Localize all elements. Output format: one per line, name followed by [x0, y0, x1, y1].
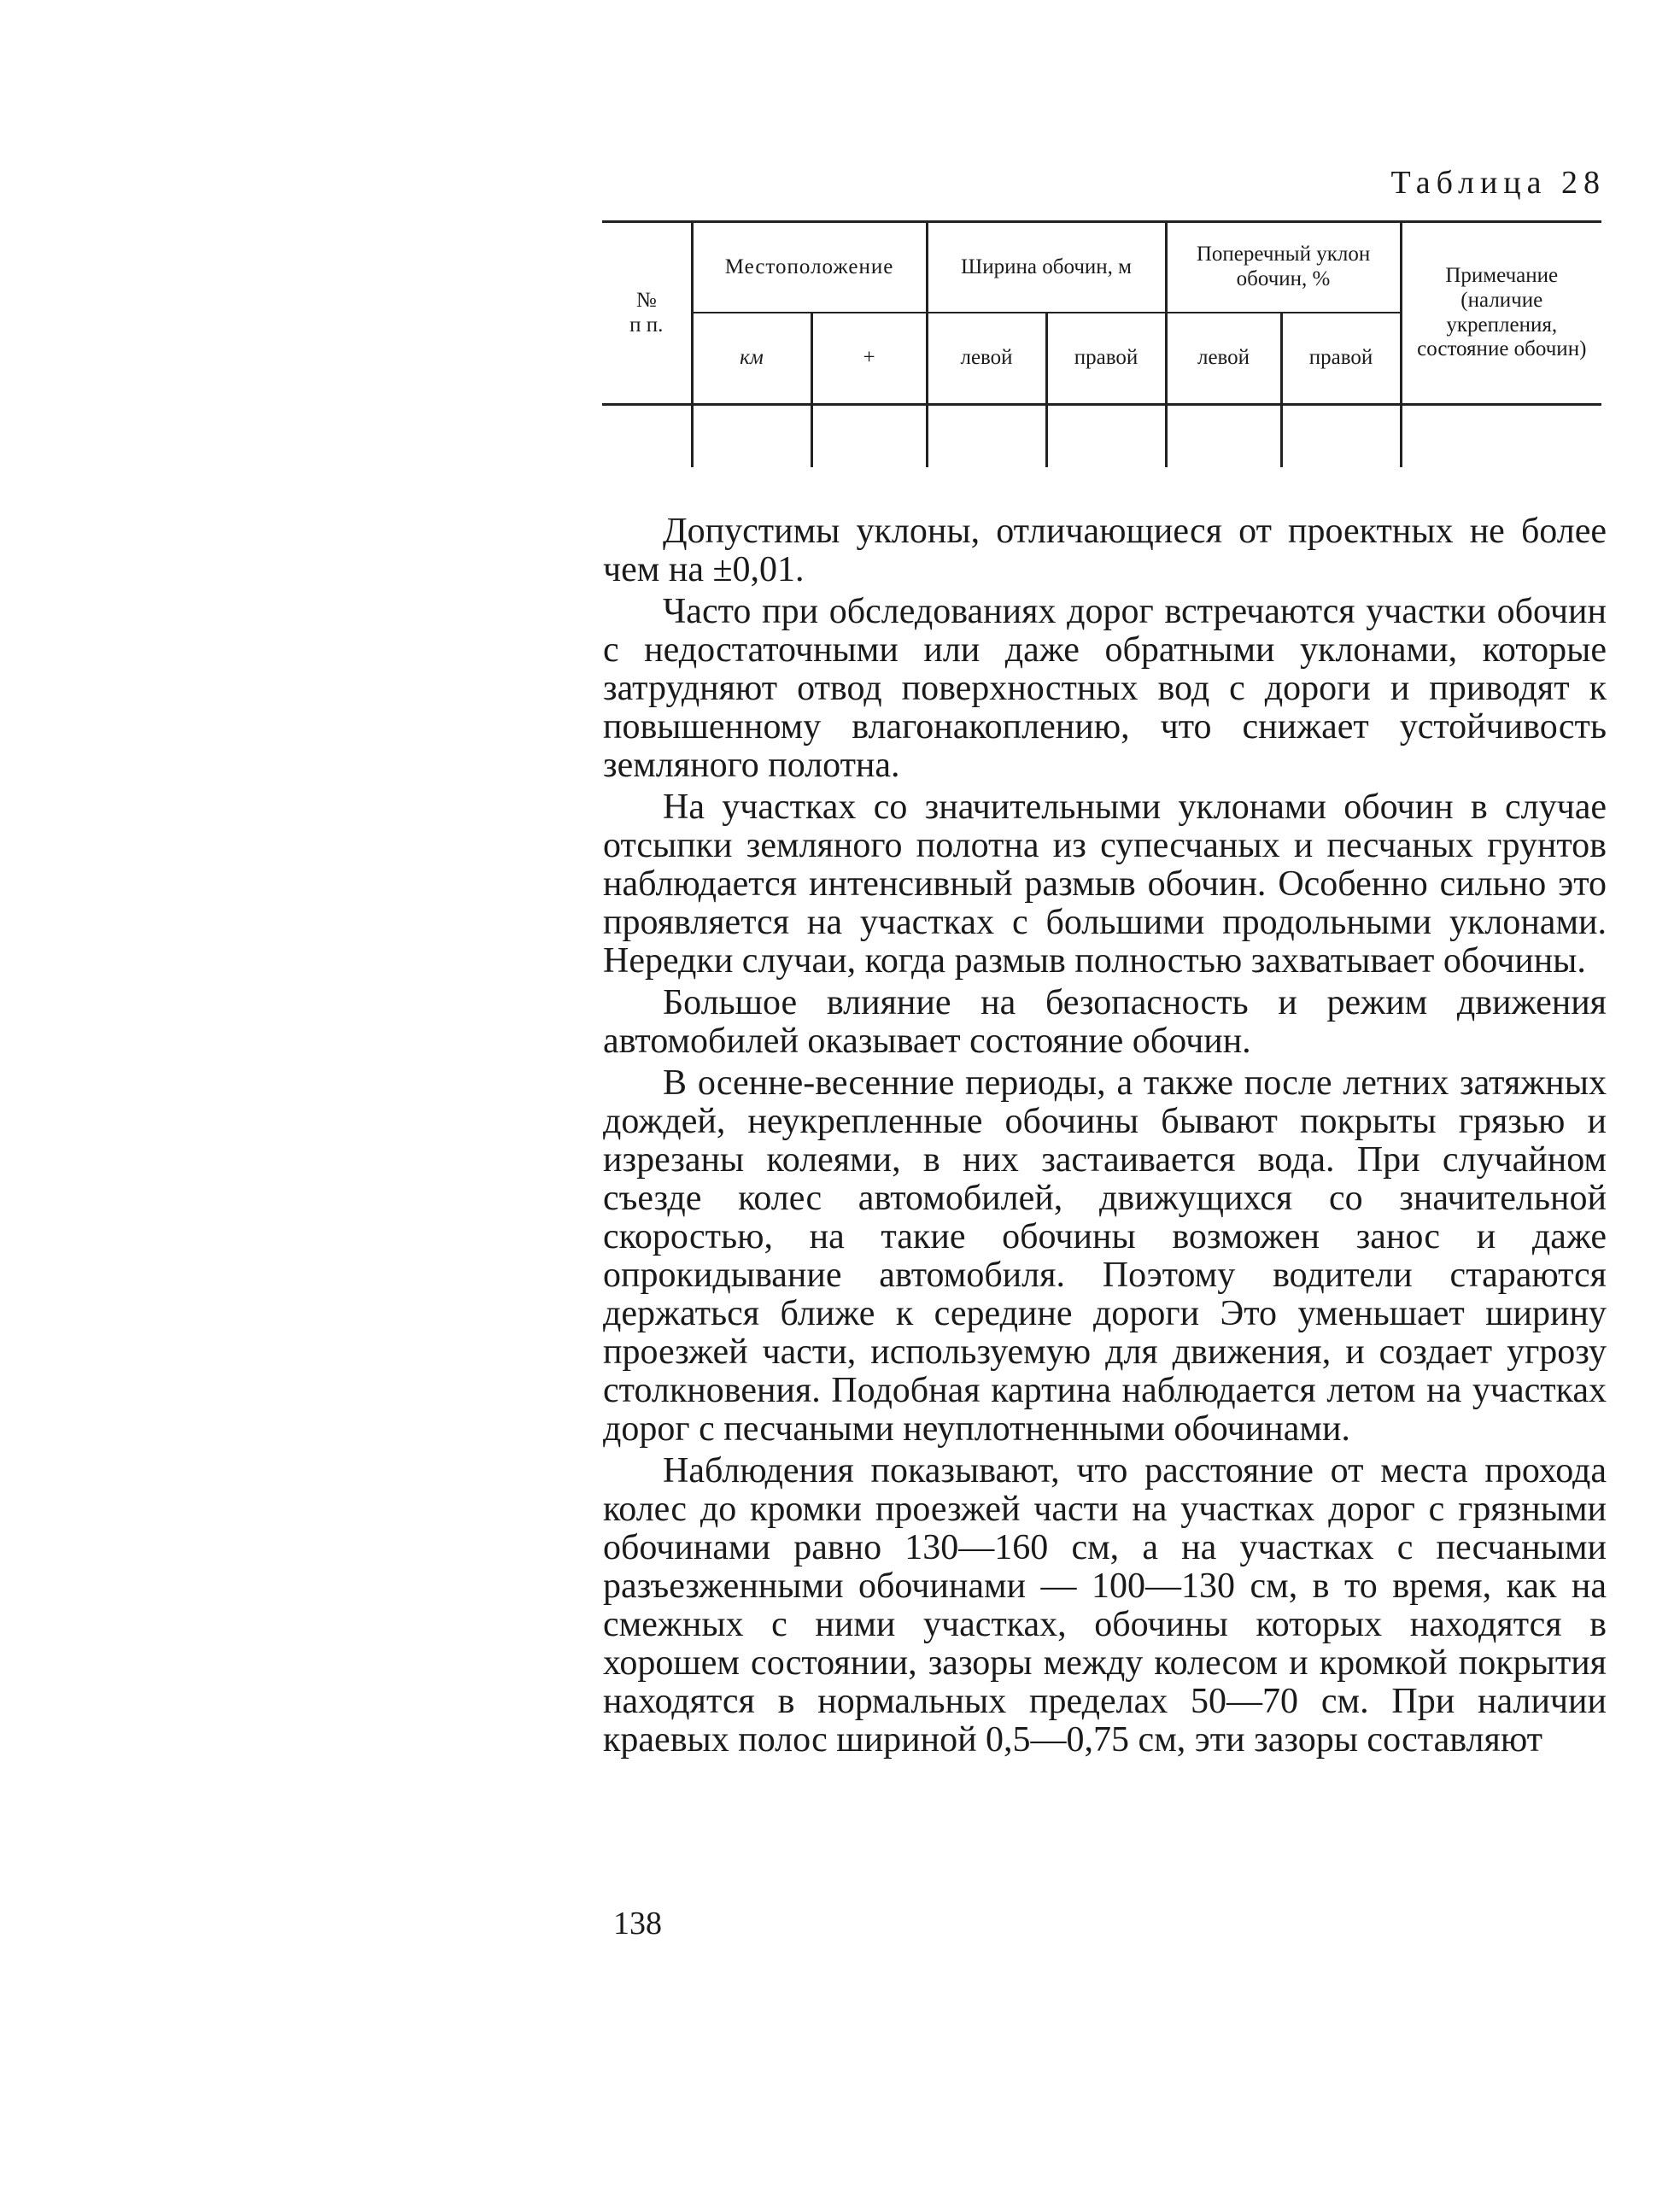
- table-cell: [1166, 405, 1281, 468]
- table-caption: Таблица 28: [1390, 165, 1606, 201]
- header-width-left: левой: [927, 313, 1046, 405]
- header-slope-left: левой: [1166, 313, 1281, 405]
- table-cell: [602, 405, 692, 468]
- paragraph: Большое влияние на безопасность и режим движения автомобилей оказывает состояние обочин.: [603, 983, 1607, 1061]
- paragraph: В осенне-весенние периоды, а также после летних затяжных дождей, неукрепленные обочины бывают покрыты грязью и изрезаны колеями, в них застаивается вода. При случайном съезде колес автомобилей, движущихся со значительной скоростью, на такие обочины возможен занос и даже опрокидывание автомобиля. Поэтому водители стараются держаться ближе к середине дороги Это уменьшает ширину проезжей части, используемую для движения, и создает угрозу столкновения. Подобная картина наблюдается летом на участках дорог с песчаными неуплотненными обочинами.: [603, 1063, 1607, 1449]
- paragraph: Часто при обследованиях дорог встречаются участки обочин с недостаточными или даже обратными уклонами, которые затрудняют отвод поверхностных вод с дороги и приводят к повышенному влагонакоплению, что снижает устойчивость земляного полотна.: [603, 592, 1607, 785]
- header-location-km: км: [692, 313, 811, 405]
- table-cell: [692, 405, 811, 468]
- paragraph: Допустимы уклоны, отличающиеся от проектных не более чем на ±0,01.: [603, 512, 1607, 589]
- header-note: Примечание (наличие укрепления, состояние обочин): [1401, 222, 1601, 405]
- table-cell: [1046, 405, 1166, 468]
- header-row-number: № п п.: [602, 222, 692, 405]
- table-cell: [927, 405, 1046, 468]
- table-cell: [1281, 405, 1401, 468]
- table-row: [602, 405, 1601, 468]
- header-cross-slope: Поперечный уклон обочин, %: [1166, 222, 1401, 313]
- header-location: Местоположение: [692, 222, 927, 313]
- table-cell: [811, 405, 927, 468]
- header-width-right: правой: [1046, 313, 1166, 405]
- data-table: [602, 220, 1601, 467]
- header-shoulder-width: Ширина обочин, м: [927, 222, 1166, 313]
- body-text: [603, 512, 1607, 1763]
- header-slope-right: правой: [1281, 313, 1401, 405]
- paragraph: На участках со значительными уклонами обочин в случае отсыпки земляного полотна из супесчаных и песчаных грунтов наблюдается интенсивный размыв обочин. Особенно сильно это проявляется на участках с большими продольными уклонами. Нередки случаи, когда размыв полностью захватывает обочины.: [603, 788, 1607, 981]
- header-location-plus: +: [811, 313, 927, 405]
- page-number: 138: [613, 1906, 662, 1941]
- paragraph: Наблюдения показывают, что расстояние от места прохода колес до кромки проезжей части на участках дорог с грязными обочинами равно 130—160 см, а на участках с песчаными разъезженными обочинами — 100—130 см, в то время, как на смежных с ними участках, обочины которых находятся в хорошем состоянии, зазоры между колесом и кромкой покрытия находятся в нормальных пределах 50—70 см. При наличии краевых полос шириной 0,5—0,75 см, эти зазоры составляют: [603, 1451, 1607, 1760]
- table-cell: [1401, 405, 1601, 468]
